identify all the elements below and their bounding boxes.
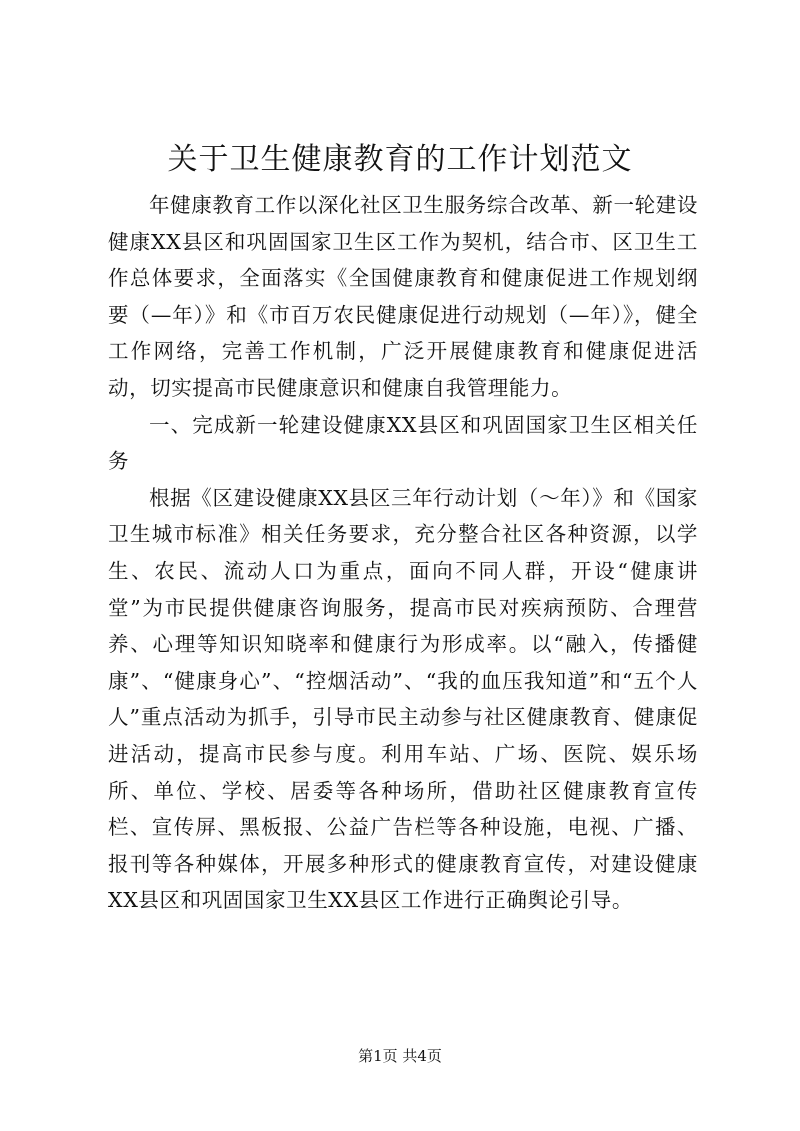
intro-paragraph: 年健康教育工作以深化社区卫生服务综合改革、新一轮建设健康XX县区和巩固国家卫生区工作为契机，结合市、区卫生工作总体要求，全面落实《全国健康教育和健康促进工作规划纲要（—年）》和《市百万农民健康促进行动规划（—年）》，健全工作网络，完善工作机制，广泛开展健康教育和健康促进活动，切实提高市民健康意识和健康自我管理能力。 [108, 193, 698, 400]
document-body [108, 187, 698, 919]
section-paragraph: 根据《区建设健康XX县区三年行动计划（～年）》和《国家卫生城市标准》相关任务要求，充分整合社区各种资源，以学生、农民、流动人口为重点，面向不同人群，开设“健康讲堂”为市民提供健康咨询服务，提高市民对疾病预防、合理营养、心理等知识知晓率和健康行为形成率。以“融入，传播健康”、“健康身心”、“控烟活动”、“我的血压我知道”和“五个人人”重点活动为抓手，引导市民主动参与社区健康教育、健康促进活动，提高市民参与度。利用车站、广场、医院、娱乐场所、单位、学校、居委等各种场所，借助社区健康教育宣传栏、宣传屏、黑板报、公益广告栏等各种设施，电视、广播、报刊等各种媒体，开展多种形式的健康教育宣传，对建设健康XX县区和巩固国家卫生XX县区工作进行正确舆论引导。 [108, 485, 698, 913]
section-heading: 一、完成新一轮建设健康XX县区和巩固国家卫生区相关任务 [108, 412, 698, 474]
document-title: 关于卫生健康教育的工作计划范文 [167, 142, 633, 177]
page-number-footer: 第1页 共4页 [358, 1047, 442, 1065]
